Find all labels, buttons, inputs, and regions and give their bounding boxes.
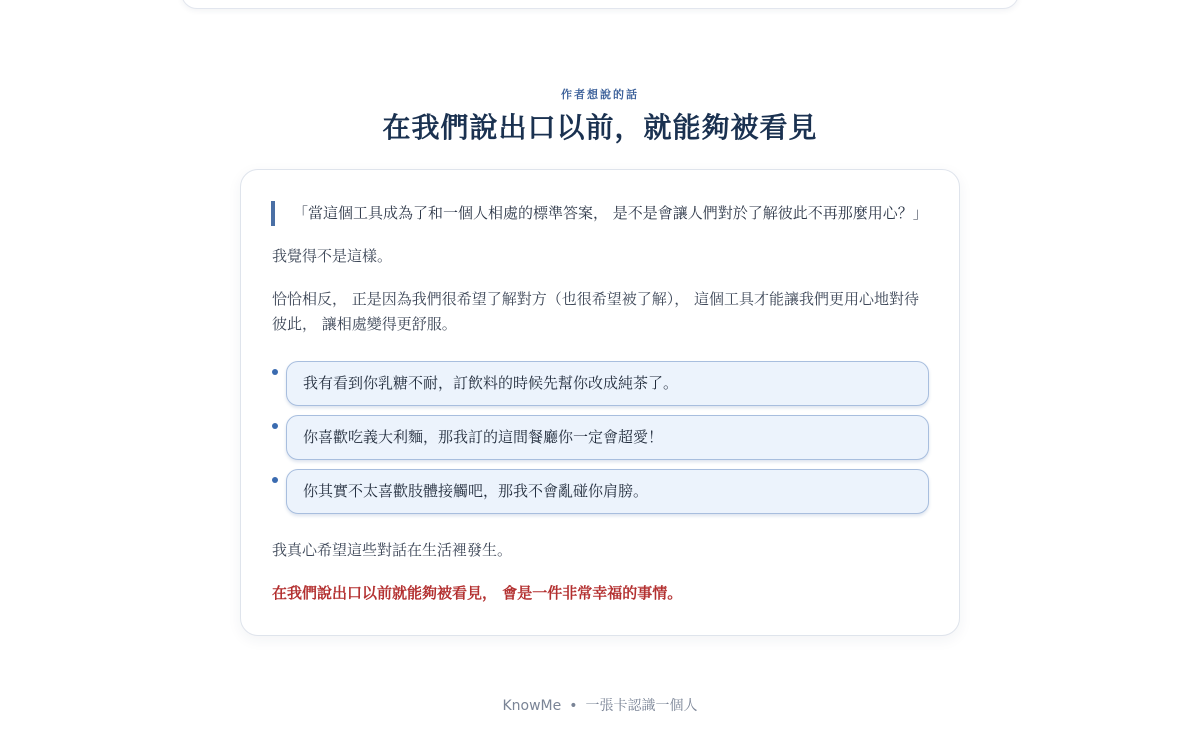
example-bubble: 我有看到你乳糖不耐，訂飲料的時候先幫你改成純茶了。 — [286, 361, 929, 406]
author-note-card — [240, 169, 960, 636]
example-bubble: 你喜歡吃義大利麵，那我訂的這間餐廳你一定會超愛！ — [286, 415, 929, 460]
example-list — [272, 361, 932, 523]
paragraph-1: 我覺得不是這樣。 — [272, 247, 393, 265]
footer-separator: • — [569, 698, 578, 714]
section-eyebrow: 作者想說的話 — [561, 88, 639, 101]
bullet-dot-icon — [272, 477, 278, 483]
footer — [0, 695, 1200, 715]
section-title: 在我們說出口以前，就能夠被看見 — [382, 111, 818, 144]
highlight-statement: 在我們說出口以前就能夠被看見， 會是一件非常幸福的事情。 — [272, 584, 683, 602]
paragraph-2: 恰恰相反， 正是因為我們很希望了解對方（也很希望被了解）， 這個工具才能讓我們更用心地對待彼此， 讓相處變得更舒服。 — [272, 290, 920, 333]
bullet-dot-icon — [272, 369, 278, 375]
paragraph-3: 我真心希望這些對話在生活裡發生。 — [272, 541, 513, 559]
blockquote: 「當這個工具成為了和一個人相處的標準答案， 是不是會讓人們對於了解彼此不再那麼用心？」 — [271, 201, 928, 226]
list-item — [272, 361, 932, 406]
list-item — [272, 415, 932, 460]
footer-tagline: 一張卡認識一個人 — [585, 698, 698, 714]
previous-card-edge — [181, 0, 1019, 9]
bullet-dot-icon — [272, 423, 278, 429]
example-bubble: 你其實不太喜歡肢體接觸吧，那我不會亂碰你肩膀。 — [286, 469, 929, 514]
list-item — [272, 469, 932, 514]
footer-brand: KnowMe — [502, 698, 562, 714]
